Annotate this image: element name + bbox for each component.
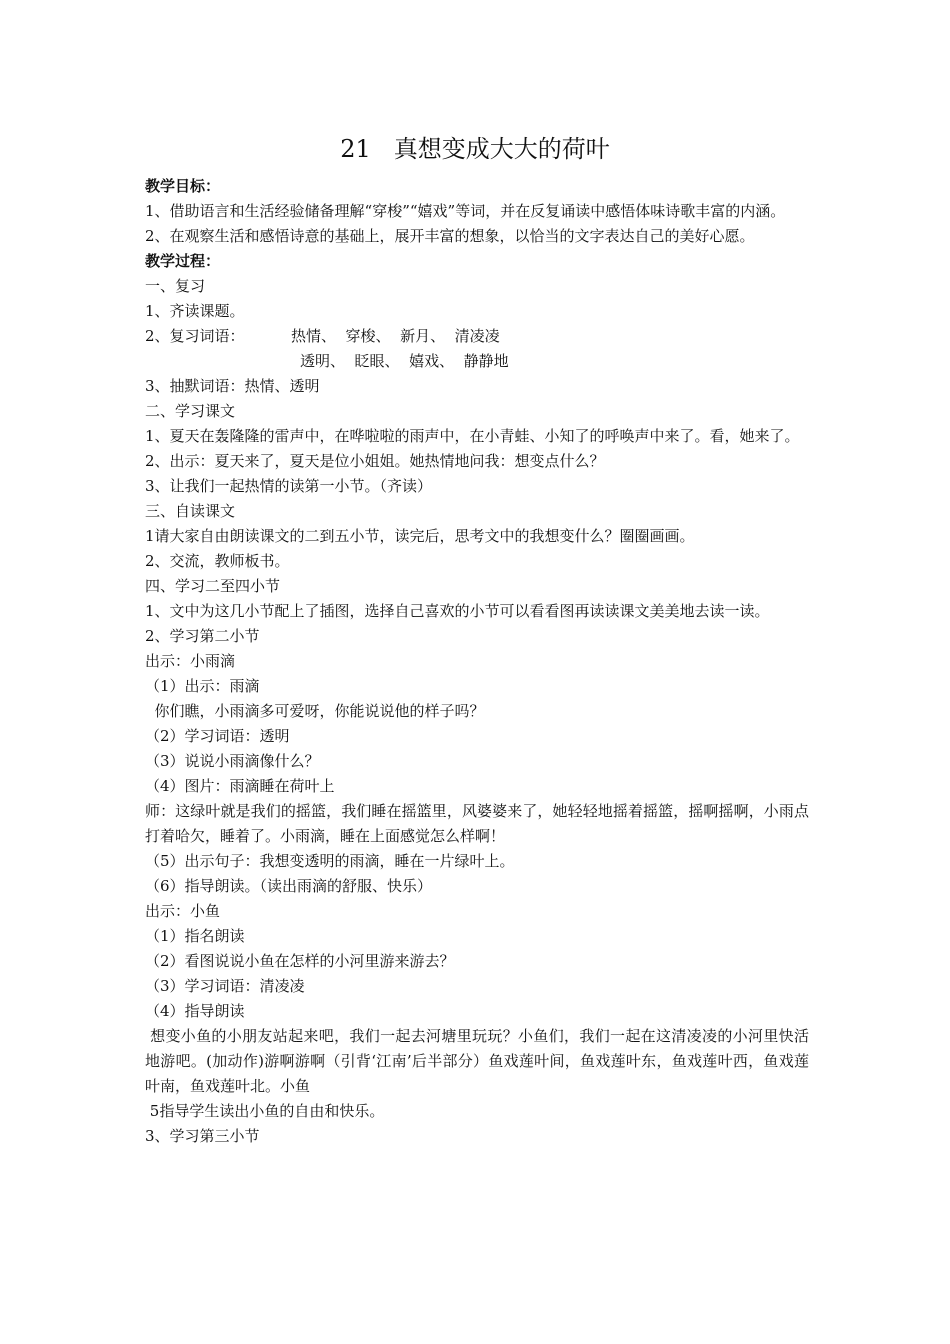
goal-item: 2、在观察生活和感悟诗意的基础上，展开丰富的想象，以恰当的文字表达自己的美好心愿。: [145, 227, 755, 245]
paragraph: （2）学习词语：透明: [145, 727, 290, 745]
page-title: 21 真想变成大大的荷叶: [340, 135, 610, 163]
paragraph: 你们瞧，小雨滴多可爱呀，你能说说他的样子吗？: [145, 702, 485, 720]
paragraph: 2、学习第二小节: [145, 627, 260, 645]
paragraph: 1、夏天在轰隆隆的雷声中，在哗啦啦的雨声中，在小青蛙、小知了的呼唤声中来了。看，她来了。: [145, 427, 800, 445]
paragraph: 2、交流，教师板书。: [145, 552, 290, 570]
goal-item: 1、借助语言和生活经验储备理解“穿梭”“嬉戏”等词，并在反复诵读中感悟体味诗歌丰富的内涵。: [145, 202, 786, 220]
paragraph: 出示：小鱼: [145, 902, 221, 920]
vocab-words: 热情、 穿梭、 新月、 清凌凌: [291, 327, 500, 345]
paragraph: （3）说说小雨滴像什么？: [145, 752, 320, 770]
paragraph: 1、齐读课题。: [145, 302, 245, 320]
paragraph: （3）学习词语：清凌凌: [145, 977, 305, 995]
paragraph: 3、让我们一起热情的读第一小节。（齐读）: [145, 477, 433, 495]
section-heading: 三、自读课文: [145, 502, 236, 520]
goals-heading: 教学目标：: [145, 177, 221, 195]
section-heading: 四、学习二至四小节: [145, 577, 281, 595]
section-heading: 一、复习: [145, 277, 206, 295]
paragraph: （5）出示句子：我想变透明的雨滴，睡在一片绿叶上。: [145, 852, 515, 870]
paragraph: 1请大家自由朗读课文的二到五小节，读完后，思考文中的我想变什么？圈圈画画。: [145, 527, 695, 545]
paragraph: 2、出示：夏天来了，夏天是位小姐姐。她热情地问我：想变点什么？: [145, 452, 605, 470]
vocab-spacer: [145, 349, 300, 374]
paragraph: （4）指导朗读: [145, 1002, 245, 1020]
paragraph: （1）指名朗读: [145, 927, 245, 945]
paragraph: 出示：小雨滴: [145, 652, 236, 670]
vocab-row: [145, 349, 809, 374]
paragraph: （1）出示：雨滴: [145, 677, 260, 695]
paragraph: （6）指导朗读。（读出雨滴的舒服、快乐）: [145, 877, 433, 895]
document-body: [145, 174, 809, 1149]
vocab-lead: 2、复习词语：: [145, 327, 245, 345]
paragraph: 师：这绿叶就是我们的摇篮，我们睡在摇篮里，风婆婆来了，她轻轻地摇着摇篮，摇啊摇啊，小雨点打着哈欠，睡着了。小雨滴，睡在上面感觉怎么样啊！: [145, 802, 809, 845]
paragraph: 3、抽默词语：热情、透明: [145, 377, 320, 395]
paragraph: 3、学习第三小节: [145, 1127, 260, 1145]
paragraph: （4）图片：雨滴睡在荷叶上: [145, 777, 335, 795]
section-heading: 二、学习课文: [145, 402, 236, 420]
vocab-row: [145, 324, 809, 349]
process-heading: 教学过程：: [145, 252, 221, 270]
paragraph: （2）看图说说小鱼在怎样的小河里游来游去？: [145, 952, 455, 970]
paragraph: 5指导学生读出小鱼的自由和快乐。: [145, 1102, 385, 1120]
paragraph: 想变小鱼的小朋友站起来吧，我们一起去河塘里玩玩？小鱼们，我们一起在这清凌凌的小河里快活地游吧。(加动作)游啊游啊（引背‘江南’后半部分）鱼戏莲叶间，鱼戏莲叶东，鱼戏莲叶西，鱼戏莲叶南，鱼戏莲叶北。小鱼: [145, 1027, 809, 1095]
paragraph: 1、文中为这几小节配上了插图，选择自己喜欢的小节可以看看图再读读课文美美地去读一读。: [145, 602, 770, 620]
vocab-words: 透明、 眨眼、 嬉戏、 静静地: [300, 352, 509, 370]
